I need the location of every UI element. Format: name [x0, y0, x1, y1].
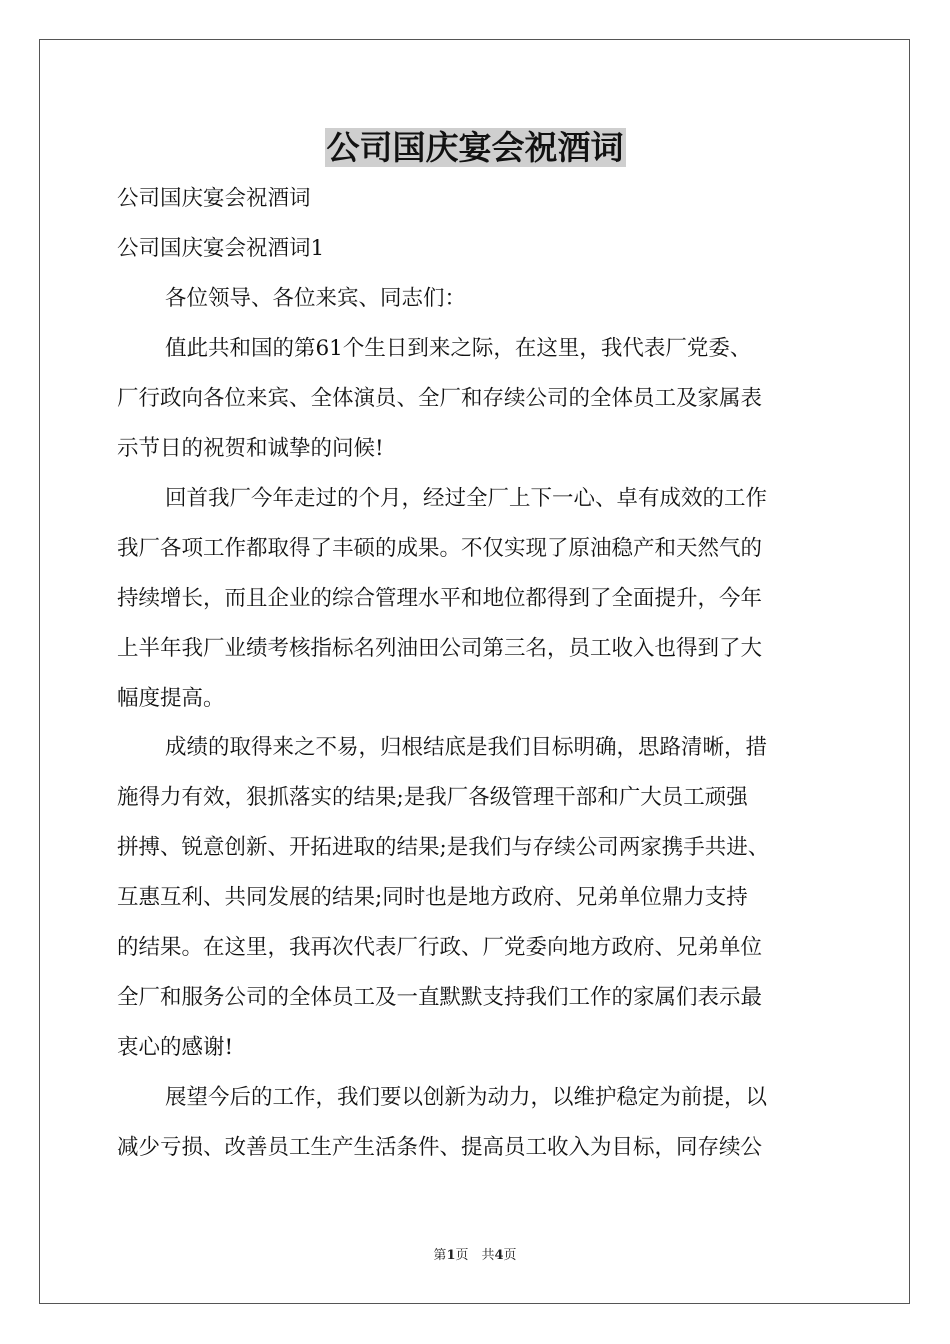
body-line: 全厂和服务公司的全体员工及一直默默支持我们工作的家属们表示最 — [117, 985, 763, 1010]
body-line: 各位领导、各位来宾、同志们： — [165, 286, 467, 311]
body-line: 上半年我厂业绩考核指标名列油田公司第三名，员工收入也得到了大 — [117, 636, 763, 661]
document-subtitle: 公司国庆宴会祝酒词 — [117, 186, 311, 211]
body-line: 值此共和国的第61个生日到来之际，在这里，我代表厂党委、 — [165, 336, 752, 361]
body-line: 减少亏损、改善员工生产生活条件、提高员工收入为目标，同存续公 — [117, 1135, 763, 1160]
body-line: 衷心的感谢! — [117, 1035, 234, 1060]
body-line: 示节日的祝贺和诚挚的问候! — [117, 436, 384, 461]
body-line: 持续增长，而且企业的综合管理水平和地位都得到了全面提升，今年 — [117, 586, 763, 611]
document-title: 公司国庆宴会祝酒词 — [326, 128, 624, 167]
body-line: 的结果。在这里，我再次代表厂行政、厂党委向地方政府、兄弟单位 — [117, 935, 763, 960]
section-heading: 公司国庆宴会祝酒词1 — [117, 236, 325, 261]
body-line: 展望今后的工作，我们要以创新为动力，以维护稳定为前提，以 — [165, 1085, 768, 1110]
body-line: 厂行政向各位来宾、全体演员、全厂和存续公司的全体员工及家属表 — [117, 386, 763, 411]
body-line: 拼搏、锐意创新、开拓进取的结果;是我们与存续公司两家携手共进、 — [117, 835, 770, 860]
body-line: 施得力有效，狠抓落实的结果;是我厂各级管理干部和广大员工顽强 — [117, 785, 748, 810]
page-current: 1 — [446, 1248, 456, 1263]
body-line: 互惠互利、共同发展的结果;同时也是地方政府、兄弟单位鼎力支持 — [117, 885, 748, 910]
body-line: 幅度提高。 — [117, 686, 225, 711]
body-line: 我厂各项工作都取得了丰硕的成果。不仅实现了原油稳产和天然气的 — [117, 536, 763, 561]
page-border — [39, 39, 910, 1304]
page-footer: 第1页 共4页 — [433, 1248, 517, 1263]
page-total: 4 — [494, 1248, 504, 1263]
body-line: 成绩的取得来之不易，归根结底是我们目标明确，思路清晰，措 — [165, 735, 768, 760]
body-line: 回首我厂今年走过的个月，经过全厂上下一心、卓有成效的工作 — [165, 486, 768, 511]
